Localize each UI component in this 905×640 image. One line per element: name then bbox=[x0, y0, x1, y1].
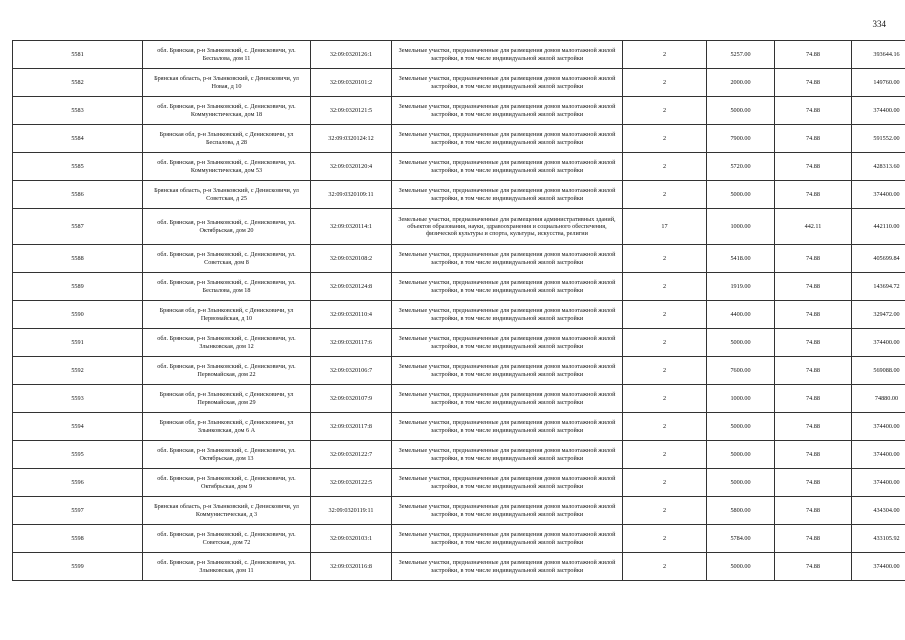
land-use-cell: Земельные участки, предназначенные для размещения домов малоэтажной жилой застройки, в том числе индивидуальной жилой застройки bbox=[392, 357, 623, 385]
table-row bbox=[13, 301, 905, 329]
cadastral-number-cell: 32:09:0320117:8 bbox=[311, 413, 392, 441]
use-group-cell: 2 bbox=[623, 441, 707, 469]
area-cell: 1000.00 bbox=[707, 209, 775, 245]
address-cell: обл. Брянская, р-н Злынковский, с. Денисковичи, ул. Злынковская, дом 11 bbox=[143, 553, 311, 581]
row-number-cell: 5590 bbox=[13, 301, 143, 329]
address-cell: обл. Брянская, р-н Злынковский, с. Денисковичи, ул. Злынковская, дом 12 bbox=[143, 329, 311, 357]
table-row bbox=[13, 245, 905, 273]
address-cell: Брянская обл, р-н Злынковский, с Денисковичи, ул Первомайская, дом 29 bbox=[143, 385, 311, 413]
row-number-cell: 5587 bbox=[13, 209, 143, 245]
land-use-cell: Земельные участки, предназначенные для размещения домов малоэтажной жилой застройки, в том числе индивидуальной жилой застройки bbox=[392, 125, 623, 153]
table-row bbox=[13, 497, 905, 525]
row-number-cell: 5589 bbox=[13, 273, 143, 301]
cadastral-value-cell: 329472.00 bbox=[852, 301, 905, 329]
specific-value-cell: 74.88 bbox=[775, 97, 852, 125]
address-cell: обл. Брянская, р-н Злынковский, с. Денисковичи, ул. Беспалова, дом 11 bbox=[143, 41, 311, 69]
specific-value-cell: 74.88 bbox=[775, 273, 852, 301]
specific-value-cell: 442.11 bbox=[775, 209, 852, 245]
specific-value-cell: 74.88 bbox=[775, 413, 852, 441]
area-cell: 5800.00 bbox=[707, 497, 775, 525]
table-row bbox=[13, 469, 905, 497]
use-group-cell: 17 bbox=[623, 209, 707, 245]
row-number-cell: 5581 bbox=[13, 41, 143, 69]
table-row bbox=[13, 385, 905, 413]
cadastral-number-cell: 32:09:0320121:5 bbox=[311, 97, 392, 125]
use-group-cell: 2 bbox=[623, 69, 707, 97]
land-use-cell: Земельные участки, предназначенные для размещения домов малоэтажной жилой застройки, в том числе индивидуальной жилой застройки bbox=[392, 273, 623, 301]
area-cell: 1919.00 bbox=[707, 273, 775, 301]
cadastral-value-cell: 143694.72 bbox=[852, 273, 905, 301]
table-row bbox=[13, 553, 905, 581]
cadastral-number-cell: 32:09:0320114:1 bbox=[311, 209, 392, 245]
specific-value-cell: 74.88 bbox=[775, 301, 852, 329]
address-cell: обл. Брянская, р-н Злынковский, с. Денисковичи, ул. Октябрьская, дом 9 bbox=[143, 469, 311, 497]
row-number-cell: 5597 bbox=[13, 497, 143, 525]
cadastral-value-cell: 434304.00 bbox=[852, 497, 905, 525]
area-cell: 5000.00 bbox=[707, 413, 775, 441]
specific-value-cell: 74.88 bbox=[775, 41, 852, 69]
cadastral-number-cell: 32:09:0320106:7 bbox=[311, 357, 392, 385]
cadastral-value-cell: 374400.00 bbox=[852, 97, 905, 125]
table-row bbox=[13, 97, 905, 125]
cadastral-number-cell: 32:09:0320109:11 bbox=[311, 181, 392, 209]
row-number-cell: 5591 bbox=[13, 329, 143, 357]
address-cell: обл. Брянская, р-н Злынковский, с. Денисковичи, ул. Коммунистическая, дом 53 bbox=[143, 153, 311, 181]
area-cell: 7600.00 bbox=[707, 357, 775, 385]
specific-value-cell: 74.88 bbox=[775, 329, 852, 357]
area-cell: 1000.00 bbox=[707, 385, 775, 413]
table-row bbox=[13, 69, 905, 97]
use-group-cell: 2 bbox=[623, 97, 707, 125]
land-use-cell: Земельные участки, предназначенные для размещения домов малоэтажной жилой застройки, в том числе индивидуальной жилой застройки bbox=[392, 553, 623, 581]
row-number-cell: 5584 bbox=[13, 125, 143, 153]
use-group-cell: 2 bbox=[623, 301, 707, 329]
address-cell: обл. Брянская, р-н Злынковский, с. Денисковичи, ул. Коммунистическая, дом 18 bbox=[143, 97, 311, 125]
land-use-cell: Земельные участки, предназначенные для размещения домов малоэтажной жилой застройки, в том числе индивидуальной жилой застройки bbox=[392, 329, 623, 357]
land-use-cell: Земельные участки, предназначенные для размещения домов малоэтажной жилой застройки, в том числе индивидуальной жилой застройки bbox=[392, 97, 623, 125]
land-use-cell: Земельные участки, предназначенные для размещения домов малоэтажной жилой застройки, в том числе индивидуальной жилой застройки bbox=[392, 153, 623, 181]
cadastral-number-cell: 32:09:0320108:2 bbox=[311, 245, 392, 273]
table-row bbox=[13, 273, 905, 301]
address-cell: Брянская обл, р-н Злынковский, с Денисковичи, ул Первомайская, д 10 bbox=[143, 301, 311, 329]
address-cell: Брянская область, р-н Злынковский, с Денисковичи, ул Советская, д 25 bbox=[143, 181, 311, 209]
table-row bbox=[13, 209, 905, 245]
area-cell: 5000.00 bbox=[707, 441, 775, 469]
land-use-cell: Земельные участки, предназначенные для размещения домов малоэтажной жилой застройки, в том числе индивидуальной жилой застройки bbox=[392, 181, 623, 209]
address-cell: Брянская область, р-н Злынковский, с Денисковичи, ул Коммунистическая, д 3 bbox=[143, 497, 311, 525]
address-cell: обл. Брянская, р-н Злынковский, с. Денисковичи, ул. Октябрьская, дом 20 bbox=[143, 209, 311, 245]
cadastral-value-cell: 442110.00 bbox=[852, 209, 905, 245]
cadastral-value-cell: 74880.00 bbox=[852, 385, 905, 413]
use-group-cell: 2 bbox=[623, 469, 707, 497]
cadastral-number-cell: 32:09:0320103:1 bbox=[311, 525, 392, 553]
land-use-cell: Земельные участки, предназначенные для размещения домов малоэтажной жилой застройки, в том числе индивидуальной жилой застройки bbox=[392, 441, 623, 469]
cadastral-value-cell: 428313.60 bbox=[852, 153, 905, 181]
cadastral-value-cell: 393644.16 bbox=[852, 41, 905, 69]
land-use-cell: Земельные участки, предназначенные для размещения домов малоэтажной жилой застройки, в том числе индивидуальной жилой застройки bbox=[392, 41, 623, 69]
row-number-cell: 5596 bbox=[13, 469, 143, 497]
address-cell: Брянская обл, р-н Злынковский, с Денисковичи, ул Злынковская, дом 6 А bbox=[143, 413, 311, 441]
cadastral-value-cell: 433105.92 bbox=[852, 525, 905, 553]
row-number-cell: 5583 bbox=[13, 97, 143, 125]
cadastral-number-cell: 32:09:0320126:1 bbox=[311, 41, 392, 69]
address-cell: Брянская обл, р-н Злынковский, с Денисковичи, ул Беспалова, д 28 bbox=[143, 125, 311, 153]
table-row bbox=[13, 441, 905, 469]
cadastral-number-cell: 32:09:0320119:11 bbox=[311, 497, 392, 525]
specific-value-cell: 74.88 bbox=[775, 469, 852, 497]
area-cell: 5000.00 bbox=[707, 329, 775, 357]
land-use-cell: Земельные участки, предназначенные для размещения домов малоэтажной жилой застройки, в том числе индивидуальной жилой застройки bbox=[392, 245, 623, 273]
table-row bbox=[13, 413, 905, 441]
use-group-cell: 2 bbox=[623, 497, 707, 525]
use-group-cell: 2 bbox=[623, 525, 707, 553]
use-group-cell: 2 bbox=[623, 153, 707, 181]
row-number-cell: 5593 bbox=[13, 385, 143, 413]
table-row bbox=[13, 181, 905, 209]
area-cell: 4400.00 bbox=[707, 301, 775, 329]
use-group-cell: 2 bbox=[623, 245, 707, 273]
row-number-cell: 5599 bbox=[13, 553, 143, 581]
area-cell: 5000.00 bbox=[707, 553, 775, 581]
cadastral-value-cell: 374400.00 bbox=[852, 441, 905, 469]
use-group-cell: 2 bbox=[623, 553, 707, 581]
use-group-cell: 2 bbox=[623, 41, 707, 69]
cadastral-number-cell: 32:09:0320107:9 bbox=[311, 385, 392, 413]
cadastral-value-cell: 405699.84 bbox=[852, 245, 905, 273]
specific-value-cell: 74.88 bbox=[775, 69, 852, 97]
specific-value-cell: 74.88 bbox=[775, 357, 852, 385]
table-row bbox=[13, 357, 905, 385]
cadastral-number-cell: 32:09:0320124:12 bbox=[311, 125, 392, 153]
use-group-cell: 2 bbox=[623, 273, 707, 301]
cadastral-number-cell: 32:09:0320122:7 bbox=[311, 441, 392, 469]
area-cell: 5000.00 bbox=[707, 181, 775, 209]
land-use-cell: Земельные участки, предназначенные для размещения домов малоэтажной жилой застройки, в том числе индивидуальной жилой застройки bbox=[392, 469, 623, 497]
cadastral-value-cell: 374400.00 bbox=[852, 181, 905, 209]
cadastral-value-cell: 374400.00 bbox=[852, 413, 905, 441]
cadastral-number-cell: 32:09:0320117:6 bbox=[311, 329, 392, 357]
land-use-cell: Земельные участки, предназначенные для размещения домов малоэтажной жилой застройки, в том числе индивидуальной жилой застройки bbox=[392, 413, 623, 441]
cadastral-number-cell: 32:09:0320120:4 bbox=[311, 153, 392, 181]
use-group-cell: 2 bbox=[623, 329, 707, 357]
cadastral-value-cell: 374400.00 bbox=[852, 329, 905, 357]
cadastral-value-cell: 569088.00 bbox=[852, 357, 905, 385]
specific-value-cell: 74.88 bbox=[775, 441, 852, 469]
land-use-cell: Земельные участки, предназначенные для размещения домов малоэтажной жилой застройки, в том числе индивидуальной жилой застройки bbox=[392, 385, 623, 413]
address-cell: Брянская область, р-н Злынковский, с Денисковичи, ул Новая, д 10 bbox=[143, 69, 311, 97]
land-use-cell: Земельные участки, предназначенные для размещения домов малоэтажной жилой застройки, в том числе индивидуальной жилой застройки bbox=[392, 525, 623, 553]
cadastral-value-cell: 374400.00 bbox=[852, 469, 905, 497]
row-number-cell: 5595 bbox=[13, 441, 143, 469]
row-number-cell: 5585 bbox=[13, 153, 143, 181]
specific-value-cell: 74.88 bbox=[775, 125, 852, 153]
cadastral-number-cell: 32:09:0320124:8 bbox=[311, 273, 392, 301]
land-use-cell: Земельные участки, предназначенные для размещения административных зданий, объектов образования, науки, здравоохранения и социального обеспечения, физической культуры и спорта, культуры, искусства, религии bbox=[392, 209, 623, 245]
row-number-cell: 5592 bbox=[13, 357, 143, 385]
cadastral-value-cell: 149760.00 bbox=[852, 69, 905, 97]
land-use-cell: Земельные участки, предназначенные для размещения домов малоэтажной жилой застройки, в том числе индивидуальной жилой застройки bbox=[392, 301, 623, 329]
area-cell: 5784.00 bbox=[707, 525, 775, 553]
use-group-cell: 2 bbox=[623, 181, 707, 209]
use-group-cell: 2 bbox=[623, 357, 707, 385]
use-group-cell: 2 bbox=[623, 125, 707, 153]
land-use-cell: Земельные участки, предназначенные для размещения домов малоэтажной жилой застройки, в том числе индивидуальной жилой застройки bbox=[392, 497, 623, 525]
land-use-cell: Земельные участки, предназначенные для размещения домов малоэтажной жилой застройки, в том числе индивидуальной жилой застройки bbox=[392, 69, 623, 97]
row-number-cell: 5582 bbox=[13, 69, 143, 97]
specific-value-cell: 74.88 bbox=[775, 553, 852, 581]
row-number-cell: 5586 bbox=[13, 181, 143, 209]
page-number: 334 bbox=[872, 19, 886, 29]
address-cell: обл. Брянская, р-н Злынковский, с. Денисковичи, ул. Беспалова, дом 18 bbox=[143, 273, 311, 301]
cadastral-value-cell: 591552.00 bbox=[852, 125, 905, 153]
specific-value-cell: 74.88 bbox=[775, 385, 852, 413]
table-row bbox=[13, 41, 905, 69]
use-group-cell: 2 bbox=[623, 413, 707, 441]
use-group-cell: 2 bbox=[623, 385, 707, 413]
address-cell: обл. Брянская, р-н Злынковский, с. Денисковичи, ул. Октябрьская, дом 13 bbox=[143, 441, 311, 469]
table-row bbox=[13, 329, 905, 357]
address-cell: обл. Брянская, р-н Злынковский, с. Денисковичи, ул. Советская, дом 8 bbox=[143, 245, 311, 273]
area-cell: 7900.00 bbox=[707, 125, 775, 153]
area-cell: 5000.00 bbox=[707, 469, 775, 497]
row-number-cell: 5594 bbox=[13, 413, 143, 441]
area-cell: 5418.00 bbox=[707, 245, 775, 273]
area-cell: 2000.00 bbox=[707, 69, 775, 97]
area-cell: 5000.00 bbox=[707, 97, 775, 125]
table-body bbox=[13, 41, 905, 581]
specific-value-cell: 74.88 bbox=[775, 245, 852, 273]
cadastral-number-cell: 32:09:0320116:8 bbox=[311, 553, 392, 581]
address-cell: обл. Брянская, р-н Злынковский, с. Денисковичи, ул. Советская, дом 72 bbox=[143, 525, 311, 553]
table-row bbox=[13, 153, 905, 181]
area-cell: 5257.00 bbox=[707, 41, 775, 69]
specific-value-cell: 74.88 bbox=[775, 497, 852, 525]
address-cell: обл. Брянская, р-н Злынковский, с. Денисковичи, ул. Первомайская, дом 22 bbox=[143, 357, 311, 385]
specific-value-cell: 74.88 bbox=[775, 525, 852, 553]
cadastral-number-cell: 32:09:0320122:5 bbox=[311, 469, 392, 497]
area-cell: 5720.00 bbox=[707, 153, 775, 181]
specific-value-cell: 74.88 bbox=[775, 153, 852, 181]
cadastral-value-cell: 374400.00 bbox=[852, 553, 905, 581]
row-number-cell: 5598 bbox=[13, 525, 143, 553]
table-row bbox=[13, 525, 905, 553]
cadastral-value-table bbox=[12, 40, 905, 581]
row-number-cell: 5588 bbox=[13, 245, 143, 273]
cadastral-number-cell: 32:09:0320110:4 bbox=[311, 301, 392, 329]
cadastral-number-cell: 32:09:0320101:2 bbox=[311, 69, 392, 97]
specific-value-cell: 74.88 bbox=[775, 181, 852, 209]
table-row bbox=[13, 125, 905, 153]
